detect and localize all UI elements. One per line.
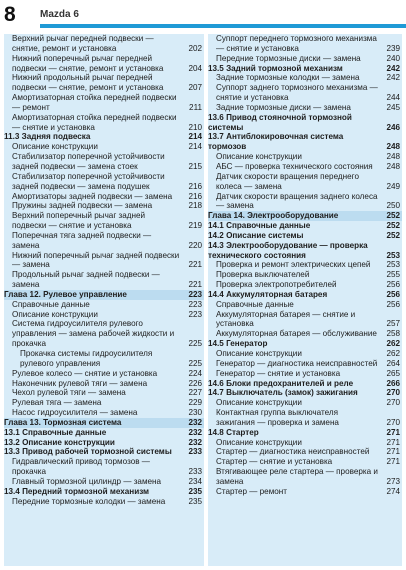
toc-entry — [4, 54, 204, 74]
page-header — [0, 0, 406, 28]
toc-section — [208, 428, 402, 438]
toc-entry-title: Гидравлический привод тормозов — прокачка — [12, 457, 150, 477]
toc-entry-title: Генератор — диагностика неисправностей — [216, 358, 378, 368]
toc-section — [208, 290, 402, 300]
toc-entry — [208, 270, 402, 280]
toc-entry-page: 216 — [188, 181, 202, 191]
toc-entry-title: Амортизаторная стойка передней подвески — снятие и установка — [12, 112, 177, 132]
toc-section — [208, 221, 402, 231]
toc-entry-page: 204 — [188, 63, 202, 73]
toc-entry — [208, 369, 402, 379]
toc-entry-page: 223 — [188, 299, 202, 309]
toc-entry-title: Продольный рычаг задней подвески — замена — [12, 270, 160, 290]
toc-entry — [208, 152, 402, 162]
page-number: 8 — [4, 3, 16, 26]
header-rule — [40, 24, 406, 28]
toc-entry — [4, 349, 204, 369]
toc-entry-title: Аккумуляторная батарея — снятие и установка — [216, 309, 356, 329]
toc-entry-title: Главный тормозной цилиндр — замена — [12, 476, 162, 486]
toc-column-right — [208, 34, 402, 566]
toc-entry-title: Задние тормозные диски — замена — [216, 102, 351, 112]
toc-entry-title: Описание конструкции — [216, 152, 302, 162]
toc-entry-page: 223 — [188, 289, 202, 299]
toc-entry — [4, 231, 204, 251]
toc-entry-title: Наконечник рулевой тяги — замена — [12, 378, 148, 388]
toc-entry-page: 225 — [188, 358, 202, 368]
toc-entry-title: Нижний поперечный рычаг передней подвески — снятие, ремонт и установка — [12, 53, 164, 73]
toc-entry-title: Передние тормозные колодки — замена — [12, 496, 166, 506]
toc-entry-title: Описание конструкции — [216, 398, 302, 408]
toc-entry-page: 214 — [188, 132, 202, 142]
toc-entry-title: Проверка электропотребителей — [216, 280, 337, 290]
toc-entry — [208, 457, 402, 467]
toc-entry-page: 271 — [386, 447, 400, 457]
toc-section — [208, 113, 402, 133]
toc-entry-title: Стабилизатор поперечной устойчивости задней подвески — замена стоек — [12, 152, 165, 171]
toc-entry — [208, 300, 402, 310]
toc-section — [208, 339, 402, 349]
toc-entry — [208, 260, 402, 270]
toc-entry-title: 14.3 Электрооборудование — проверка технического состояния — [208, 240, 368, 260]
toc-entry-page: 246 — [386, 122, 400, 132]
toc-entry — [4, 192, 204, 202]
toc-entry-page: 252 — [386, 211, 400, 221]
toc-entry-title: Стартер — ремонт — [216, 486, 288, 496]
toc-entry-page: 232 — [188, 417, 202, 427]
book-title: Mazda 6 — [40, 9, 79, 20]
toc-entry-page: 245 — [386, 102, 400, 112]
toc-entry-title: Суппорт заднего тормозного механизма — снятие и установка — [216, 83, 378, 103]
toc-section — [208, 388, 402, 398]
toc-entry-page: 270 — [386, 398, 400, 408]
toc-section — [208, 231, 402, 241]
toc-section — [208, 379, 402, 389]
toc-entry-title: 14.7 Выключатель (замок) зажигания — [208, 388, 358, 398]
toc-entry-page: 262 — [386, 349, 400, 358]
toc-entry-page: 226 — [188, 378, 202, 388]
toc-entry-title: Глава 14. Электрооборудование — [208, 211, 339, 221]
toc-entry-title: Описание конструкции — [216, 349, 302, 358]
toc-entry-page: 221 — [188, 260, 202, 270]
toc-section — [4, 447, 204, 457]
toc-entry-title: Аккумуляторная батарея — обслуживание — [216, 329, 377, 339]
toc-entry-title: Передние тормозные диски — замена — [216, 53, 361, 63]
toc-entry-page: 271 — [386, 457, 400, 467]
toc-entry-title: 13.1 Справочные данные — [4, 427, 107, 437]
toc-entry-title: Насос гидроусилителя — замена — [12, 408, 138, 418]
toc-entry — [208, 310, 402, 330]
toc-entry-title: Справочные данные — [216, 299, 294, 309]
toc-entry-page: 235 — [188, 496, 202, 506]
toc-entry-title: 13.4 Передний тормозной механизм — [4, 486, 150, 496]
toc-entry-page: 262 — [386, 339, 400, 349]
toc-entry-page: 271 — [386, 437, 400, 447]
toc-entry-page: 257 — [386, 319, 400, 329]
toc-chapter — [4, 290, 204, 300]
toc-entry-page: 250 — [386, 201, 400, 211]
toc-entry — [4, 310, 204, 320]
toc-entry — [208, 359, 402, 369]
toc-entry-page: 230 — [188, 408, 202, 418]
toc-entry-title: Контактная группа выключателя зажигания — проверка и замена — [216, 408, 339, 427]
toc-entry-page: 249 — [386, 181, 400, 191]
toc-entry-page: 235 — [188, 486, 202, 496]
toc-section — [208, 241, 402, 261]
toc-entry — [4, 270, 204, 290]
toc-entry — [208, 349, 402, 359]
toc-entry-page: 248 — [386, 152, 400, 162]
toc-section — [208, 64, 402, 74]
toc-entry-title: Стартер — снятие и установка — [216, 457, 333, 467]
toc-entry-page: 229 — [188, 398, 202, 408]
toc-entry — [208, 467, 402, 487]
toc-entry-page: 270 — [386, 388, 400, 398]
toc-entry-title: Справочные данные — [12, 299, 90, 309]
toc-entry-page: 256 — [386, 280, 400, 290]
toc-entry-page: 244 — [386, 93, 400, 103]
toc-entry — [208, 408, 402, 428]
toc-entry-title: 14.2 Описание системы — [208, 230, 304, 240]
toc-entry-title: 13.6 Привод стояночной тормозной системы — [208, 112, 352, 132]
toc-entry-title: Поперечная тяга задней подвески — замена — [12, 230, 152, 250]
toc-entry-title: 13.3 Привод рабочей тормозной системы — [4, 447, 172, 457]
toc-entry-page: 234 — [188, 476, 202, 486]
toc-entry — [4, 369, 204, 379]
toc-entry-title: Описание конструкции — [216, 437, 302, 447]
toc-entry-title: Описание конструкции — [12, 309, 98, 319]
toc-entry-title: Нижний продольный рычаг передней подвески — снятие, ремонт и установка — [12, 73, 164, 93]
toc-entry-page: 255 — [386, 270, 400, 280]
toc-entry-page: 253 — [386, 260, 400, 270]
toc-entry-title: АБС — проверка технического состояния — [216, 161, 373, 171]
toc-entry — [4, 73, 204, 93]
toc-entry — [4, 408, 204, 418]
toc-entry-title: Стабилизатор поперечной устойчивости задней подвески — замена подушек — [12, 171, 165, 191]
toc-entry-page: 225 — [188, 339, 202, 349]
toc-entry — [208, 447, 402, 457]
toc-entry — [4, 34, 204, 54]
toc-entry — [4, 300, 204, 310]
toc-entry — [208, 438, 402, 448]
toc-entry — [4, 398, 204, 408]
toc-entry — [4, 251, 204, 271]
toc-entry-page: 256 — [386, 289, 400, 299]
toc-entry-page: 218 — [188, 201, 202, 211]
toc-entry-page: 256 — [386, 299, 400, 309]
toc-entry-title: Рулевое колесо — снятие и установка — [12, 368, 158, 378]
toc-entry-page: 223 — [188, 309, 202, 319]
toc-entry — [4, 477, 204, 487]
toc-section — [4, 438, 204, 448]
toc-entry — [4, 142, 204, 152]
toc-entry-title: 13.2 Описание конструкции — [4, 437, 115, 447]
toc-entry — [208, 487, 402, 497]
toc-entry-title: 13.5 Задний тормозной механизм — [208, 63, 343, 73]
toc-chapter — [208, 211, 402, 221]
toc-entry-title: Суппорт переднего тормозного механизма — снятие и установка — [216, 34, 377, 53]
toc-entry — [208, 34, 402, 54]
toc-entry-title: Датчик скорости вращения заднего колеса — замена — [216, 191, 378, 211]
toc-entry-page: 233 — [188, 467, 202, 477]
toc-entry-title: Амортизаторная стойка передней подвески — ремонт — [12, 93, 177, 112]
toc-entry — [4, 201, 204, 211]
toc-entry-page: 253 — [386, 250, 400, 260]
toc-entry-page: 220 — [188, 240, 202, 250]
toc-section — [208, 132, 402, 152]
toc-section — [4, 132, 204, 142]
toc-entry-title: Проверка и ремонт электрических цепей — [216, 260, 371, 270]
toc-entry — [208, 329, 402, 339]
toc-entry-page: 232 — [188, 427, 202, 437]
toc-entry-title: Верхний рычаг передней подвески — снятие, ремонт и установка — [12, 34, 154, 53]
toc-entry-page: 270 — [386, 417, 400, 427]
toc-entry-title: Чехол рулевой тяги — замена — [12, 388, 126, 398]
toc-entry — [208, 73, 402, 83]
toc-entry-title: 14.6 Блоки предохранителей и реле — [208, 378, 354, 388]
toc-entry-title: Амортизаторы задней подвески — замена — [12, 191, 173, 201]
toc-entry-title: Верхний поперечный рычаг задней подвески — снятие и установка — [12, 211, 146, 231]
toc-entry-title: Описание конструкции — [12, 142, 98, 152]
toc-entry-page: 215 — [188, 161, 202, 171]
toc-entry-title: Рулевая тяга — замена — [12, 398, 102, 408]
toc-entry-title: 13.7 Антиблокировочная система тормозов — [208, 132, 344, 152]
toc-entry-page: 264 — [386, 358, 400, 368]
toc-entry-title: Глава 12. Рулевое управление — [4, 289, 127, 299]
toc-entry-title: Нижний поперечный рычаг задней подвески — замена — [12, 250, 180, 270]
toc-entry — [208, 54, 402, 64]
toc-entry-page: 266 — [386, 378, 400, 388]
toc-column-left — [4, 34, 204, 566]
toc-entry-page: 224 — [188, 368, 202, 378]
toc-entry-title: 14.5 Генератор — [208, 339, 268, 349]
toc-entry-title: Задние тормозные колодки — замена — [216, 73, 360, 83]
toc-entry-page: 240 — [386, 53, 400, 63]
toc-entry-page: 211 — [189, 102, 202, 112]
toc-entry — [208, 103, 402, 113]
toc-entry-title: Пружины задней подвески — замена — [12, 201, 153, 211]
toc-entry-page: 274 — [386, 486, 400, 496]
toc-entry-page: 252 — [386, 221, 400, 231]
toc-entry — [4, 379, 204, 389]
toc-entry-title: Глава 13. Тормозная система — [4, 417, 122, 427]
toc-entry — [4, 152, 204, 172]
toc-entry-page: 248 — [386, 142, 400, 152]
toc-entry-page: 242 — [386, 73, 400, 83]
toc-entry-page: 214 — [188, 142, 202, 152]
toc-entry-page: 216 — [188, 191, 202, 201]
toc-entry-page: 210 — [188, 122, 202, 132]
toc-entry — [4, 457, 204, 477]
toc-section — [4, 487, 204, 497]
toc-entry-title: Втягивающее реле стартера — проверка и замена — [216, 467, 378, 486]
toc-entry — [208, 83, 402, 103]
toc-entry-page: 242 — [386, 63, 400, 73]
toc-entry-page: 248 — [386, 161, 400, 171]
toc-entry — [4, 319, 204, 349]
toc-entry-page: 258 — [386, 329, 400, 339]
toc-chapter — [4, 418, 204, 428]
toc-entry-title: Проверка выключателей — [216, 270, 310, 280]
toc-entry-title: 11.3 Задняя подвеска — [4, 132, 91, 142]
toc-entry-title: 14.4 Аккумуляторная батарея — [208, 289, 328, 299]
toc-entry-page: 232 — [188, 437, 202, 447]
toc-entry-page: 233 — [188, 447, 202, 457]
toc-entry-page: 265 — [386, 368, 400, 378]
toc-entry-page: 207 — [188, 83, 202, 93]
toc-entry-page: 219 — [188, 221, 202, 231]
toc-entry — [208, 192, 402, 212]
toc-entry — [208, 172, 402, 192]
toc-entry — [208, 398, 402, 408]
toc-section — [4, 428, 204, 438]
toc-entry-page: 252 — [386, 230, 400, 240]
toc-entry — [208, 280, 402, 290]
toc-entry-title: Прокачка системы гидроусилителя рулевого управления — [20, 349, 153, 368]
toc-entry — [4, 93, 204, 113]
toc-entry-page: 221 — [188, 280, 202, 290]
toc-entry-page: 202 — [188, 43, 202, 53]
toc-entry-title: Датчик скорости вращения переднего колеса — замена — [216, 171, 359, 191]
toc-entry-page: 273 — [386, 476, 400, 486]
toc-entry — [208, 162, 402, 172]
toc-entry — [4, 388, 204, 398]
toc-entry-title: 14.8 Стартер — [208, 427, 259, 437]
toc-entry — [4, 172, 204, 192]
toc-entry-title: 14.1 Справочные данные — [208, 221, 311, 231]
toc-entry-title: Система гидроусилителя рулевого управления — замена рабочей жидкости и прокачка — [12, 319, 175, 349]
toc-entry-page: 227 — [188, 388, 202, 398]
toc-entry-page: 239 — [386, 43, 400, 53]
toc-entry-title: Генератор — снятие и установка — [216, 368, 341, 378]
toc-entry — [4, 113, 204, 133]
toc-entry-title: Стартер — диагностика неисправностей — [216, 447, 370, 457]
toc-entry — [4, 211, 204, 231]
toc-entry — [4, 497, 204, 507]
toc-entry-page: 271 — [386, 427, 400, 437]
